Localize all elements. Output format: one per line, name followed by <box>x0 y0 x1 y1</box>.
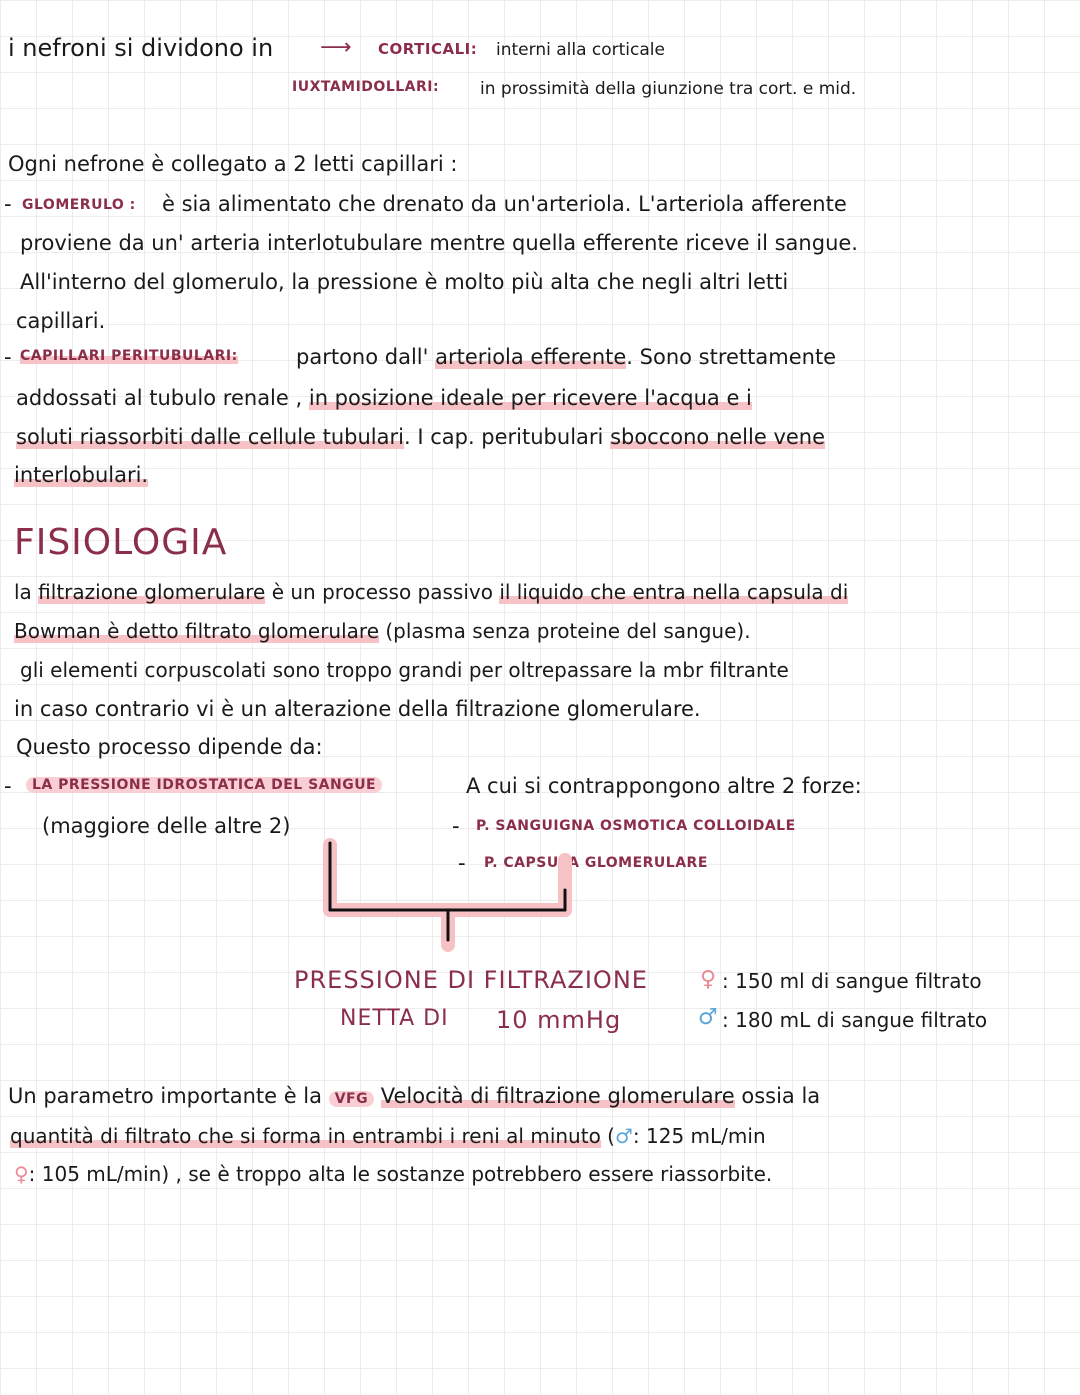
male-filtrate: : 180 mL di sangue filtrato <box>722 1008 988 1032</box>
female-icon: ♀ <box>14 1162 29 1186</box>
juxta-label: IUXTAMIDOLLARI: <box>292 79 440 95</box>
female-filtrate: : 150 ml di sangue filtrato <box>722 969 982 993</box>
fisiologia-line-2: Bowman è detto filtrato glomerulare (plasma senza proteine del sangue). <box>14 619 751 643</box>
net-pressure-line-1: PRESSIONE DI FILTRAZIONE <box>294 966 648 994</box>
vfg-line-2: quantità di filtrato che si forma in entrambi i reni al minuto (♂: 125 mL/min <box>10 1124 766 1148</box>
net-pressure-value: 10 mmHg <box>496 1006 622 1034</box>
cortical-text: interni alla corticale <box>496 40 665 60</box>
bracket-lines <box>330 843 565 940</box>
glomerulo-label: GLOMERULO : <box>22 197 136 213</box>
fisiologia-line-5: Questo processo dipende da: <box>16 735 323 759</box>
vfg-line-3: ♀: 105 mL/min) , se è troppo alta le sostanze potrebbero essere riassorbite. <box>14 1162 773 1186</box>
net-pressure-line-2-label: NETTA DI <box>340 1006 449 1031</box>
peritubular-line-3: soluti riassorbiti dalle cellule tubulari. I cap. peritubulari sboccono nelle vene <box>16 425 826 449</box>
vfg-line-1: Un parametro importante è la VFG Velocità di filtrazione glomerulare ossia la <box>8 1084 821 1108</box>
glomerulo-line-4: capillari. <box>16 309 106 333</box>
capillaries-heading: Ogni nefrone è collegato a 2 letti capillari : <box>8 152 458 176</box>
male-icon: ♂ <box>698 1005 718 1030</box>
section-title: FISIOLOGIA <box>14 522 228 563</box>
male-icon: ♂ <box>614 1124 633 1148</box>
vfg-badge: VFG <box>329 1091 374 1107</box>
bullet-dash: - <box>452 814 460 838</box>
bullet-dash: - <box>4 774 12 798</box>
cortical-label: CORTICALI: <box>378 40 478 58</box>
peritubular-label: CAPILLARI PERITUBULARI: <box>20 348 238 364</box>
bullet-dash: - <box>458 851 466 875</box>
peritubular-line-2: addossati al tubulo renale , in posizione ideale per ricevere l'acqua e i <box>16 386 752 410</box>
pressure-text: A cui si contrappongono altre 2 forze: <box>466 774 862 798</box>
bullet-dash: - <box>4 345 12 369</box>
glomerulo-line-1: è sia alimentato che drenato da un'arteriola. L'arteriola afferente <box>162 192 847 216</box>
force-1: P. SANGUIGNA OSMOTICA COLLOIDALE <box>476 818 796 834</box>
juxta-text: in prossimità della giunzione tra cort. e mid. <box>480 79 857 99</box>
fisiologia-line-1: la filtrazione glomerulare è un processo passivo il liquido che entra nella capsula di <box>14 580 849 604</box>
force-2: P. CAPSULA GLOMERULARE <box>484 855 708 871</box>
intro-line-start: i nefroni si dividono in <box>8 34 274 62</box>
pressure-note: (maggiore delle altre 2) <box>42 814 291 838</box>
female-icon: ♀ <box>700 967 717 992</box>
fisiologia-line-3: gli elementi corpuscolati sono troppo grandi per oltrepassare la mbr filtrante <box>20 658 789 682</box>
bullet-dash: - <box>4 192 12 216</box>
peritubular-line-4: interlobulari. <box>14 463 149 487</box>
fisiologia-line-4: in caso contrario vi è un alterazione della filtrazione glomerulare. <box>14 697 701 721</box>
peritubular-line-1: partono dall' arteriola efferente. Sono strettamente <box>296 345 837 369</box>
glomerulo-line-3: All'interno del glomerulo, la pressione è molto più alta che negli altri letti <box>20 270 789 294</box>
pressure-label: LA PRESSIONE IDROSTATICA DEL SANGUE <box>26 777 382 793</box>
glomerulo-line-2: proviene da un' arteria interlotubulare mentre quella efferente riceve il sangue. <box>20 231 858 255</box>
arrow-right-icon: ⟶ <box>320 35 352 60</box>
